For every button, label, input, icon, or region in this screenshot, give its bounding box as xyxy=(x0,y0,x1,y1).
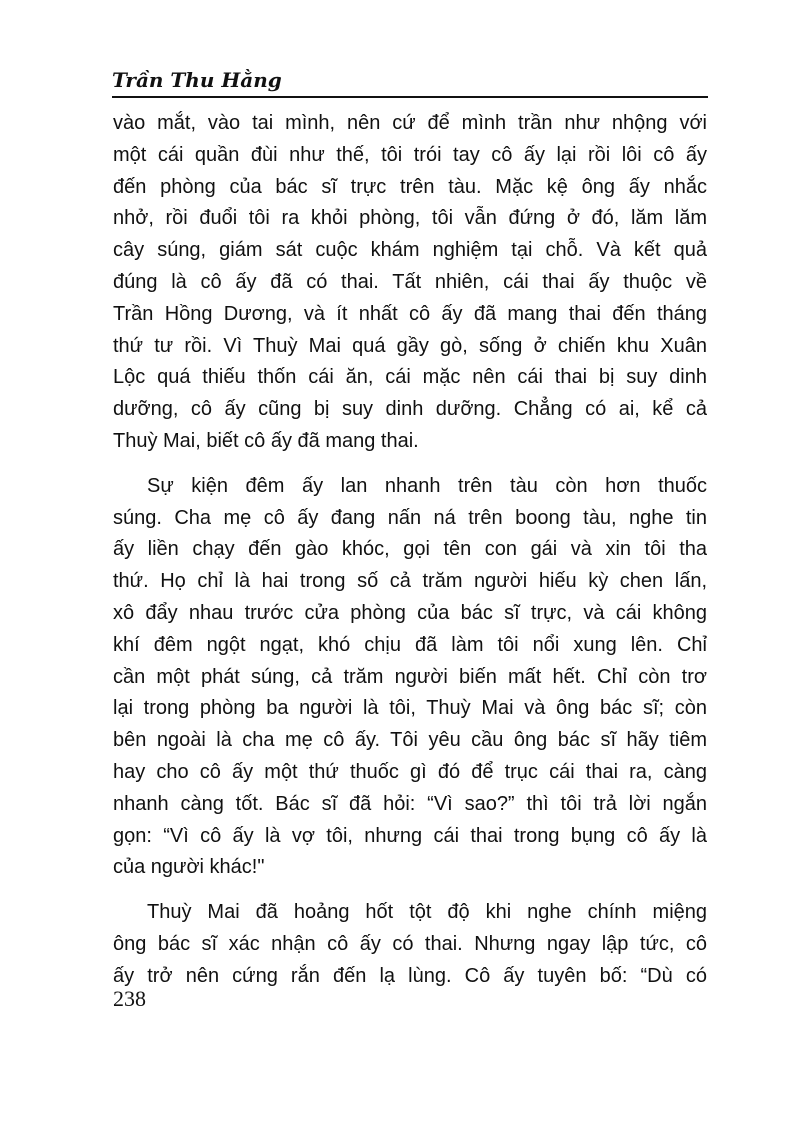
text-line: của người khác!" xyxy=(113,856,265,879)
text-line: Lộc quá thiếu thốn cái ăn, cái mặc nên cái thai bị suy dinh xyxy=(113,366,707,389)
text-line: dưỡng, cô ấy cũng bị suy dinh dưỡng. Chẳng có ai, kể cả xyxy=(113,398,707,421)
paragraph xyxy=(113,108,707,458)
text-line: cần một phát súng, cả trăm người biến mất hết. Chỉ còn trơ xyxy=(113,665,707,688)
text-line: Thuỳ Mai, biết cô ấy đã mang thai. xyxy=(113,429,419,452)
text-line: thứ. Họ chỉ là hai trong số cả trăm người hiếu kỳ chen lấn, xyxy=(113,570,707,593)
text-line: xô đẩy nhau trước cửa phòng của bác sĩ trực, và cái không xyxy=(113,601,707,624)
text-line: vào mắt, vào tai mình, nên cứ để mình trần như nhộng với xyxy=(113,112,707,134)
text-line: một cái quần đùi như thế, tôi trói tay cô ấy lại rồi lôi cô ấy xyxy=(113,143,707,166)
text-line: Sự kiện đêm ấy lan nhanh trên tàu còn hơn thuốc xyxy=(147,474,707,497)
paragraph xyxy=(113,897,707,992)
text-line: khí đêm ngột ngạt, khó chịu đã làm tôi nổi xung lên. Chỉ xyxy=(113,633,707,656)
text-line: nhanh càng tốt. Bác sĩ đã hỏi: “Vì sao?” thì tôi trả lời ngắn xyxy=(113,792,707,815)
page-number: 238 xyxy=(113,986,146,1011)
text-line: súng. Cha mẹ cô ấy đang nấn ná trên boong tàu, nghe tin xyxy=(113,506,707,529)
text-line: đúng là cô ấy đã có thai. Tất nhiên, cái thai ấy thuộc về xyxy=(113,270,707,293)
text-line: thứ tư rồi. Vì Thuỳ Mai quá gầy gò, sống ở chiến khu Xuân xyxy=(113,334,707,357)
text-line: bên ngoài là cha mẹ cô ấy. Tôi yêu cầu ông bác sĩ hãy tiêm xyxy=(113,729,707,752)
running-header xyxy=(112,58,708,98)
text-line: Trần Hồng Dương, và ít nhất cô ấy đã mang thai đến tháng xyxy=(113,302,707,325)
paragraph-gap xyxy=(113,884,707,897)
text-line: cây súng, giám sát cuộc khám nghiệm tại chỗ. Và kết quả xyxy=(113,239,707,262)
text-line: nhở, rồi đuổi tôi ra khỏi phòng, tôi vẫn đứng ở đó, lăm lăm xyxy=(113,207,707,230)
paragraph xyxy=(113,471,707,884)
text-line: lại trong phòng ba người là tôi, Thuỳ Mai và ông bác sĩ; còn xyxy=(113,697,707,720)
text-line: ấy trở nên cứng rắn đến lạ lùng. Cô ấy tuyên bố: “Dù có xyxy=(113,964,707,987)
page-body xyxy=(113,108,707,993)
paragraph-gap xyxy=(113,458,707,471)
text-line: đến phòng của bác sĩ trực trên tàu. Mặc kệ ông ấy nhắc xyxy=(113,175,707,198)
header-author: Trần Thu Hằng xyxy=(112,68,282,92)
text-line: ấy liền chạy đến gào khóc, gọi tên con gái và xin tôi tha xyxy=(113,538,707,561)
text-line: hay cho cô ấy một thứ thuốc gì đó để trục cái thai ra, càng xyxy=(113,760,707,783)
text-line: Thuỳ Mai đã hoảng hốt tột độ khi nghe chính miệng xyxy=(147,901,707,924)
text-line: ông bác sĩ xác nhận cô ấy có thai. Nhưng ngay lập tức, cô xyxy=(113,932,707,955)
text-line: gọn: “Vì cô ấy là vợ tôi, nhưng cái thai trong bụng cô ấy là xyxy=(113,824,707,847)
